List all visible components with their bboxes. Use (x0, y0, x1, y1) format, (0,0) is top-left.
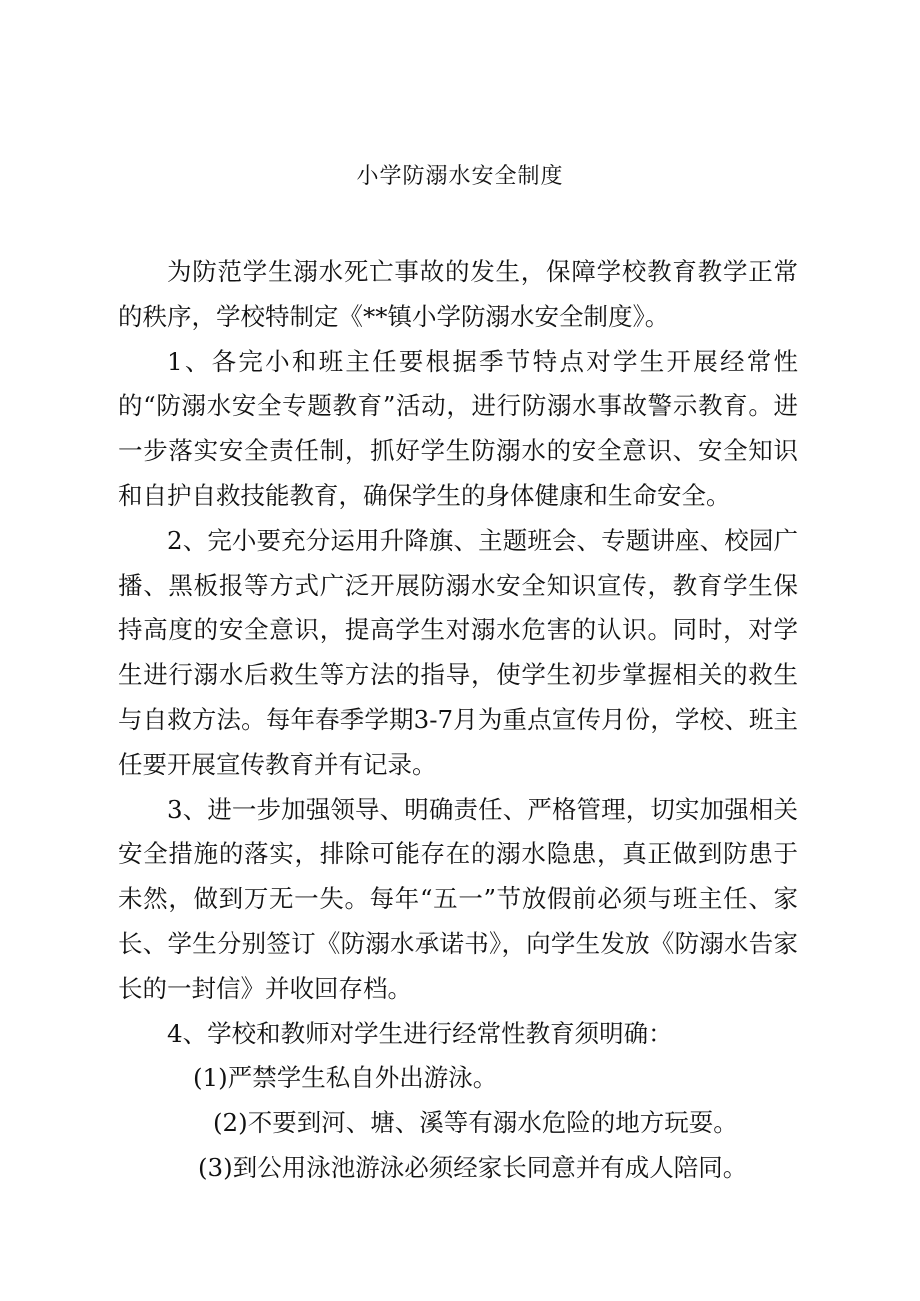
rule-4-paragraph: 4、学校和教师对学生进行经常性教育须明确： (167, 1018, 673, 1048)
document-title: 小学防溺水安全制度 (356, 164, 564, 189)
rule-4-item-2: (2)不要到河、塘、溪等有溺水危险的地方玩耍。 (213, 1108, 738, 1138)
intro-paragraph: 为防范学生溺水死亡事故的发生，保障学校教育教学正常的秩序，学校特制定《**镇小学防溺水安全制度》。 (118, 257, 798, 331)
rule-1-paragraph: 1、各完小和班主任要根据季节特点对学生开展经常性的“防溺水安全专题教育”活动，进行防溺水事故警示教育。进一步落实安全责任制，抓好学生防溺水的安全意识、安全知识和自护自救技能教育，确保学生的身体健康和生命安全。 (118, 346, 798, 510)
document-body (118, 250, 798, 1191)
rule-4-item-1: (1)严禁学生私自外出游泳。 (193, 1063, 498, 1093)
rule-4-item-3: (3)到公用泳池游泳必须经家长同意并有成人陪同。 (198, 1152, 748, 1182)
rule-2-paragraph: 2、完小要充分运用升降旗、主题班会、专题讲座、校园广播、黑板报等方式广泛开展防溺水安全知识宣传，教育学生保持高度的安全意识，提高学生对溺水危害的认识。同时，对学生进行溺水后救生等方法的指导，使学生初步掌握相关的救生与自救方法。每年春季学期3-7月为重点宣传月份，学校、班主任要开展宣传教育并有记录。 (118, 525, 798, 779)
rule-3-paragraph: 3、进一步加强领导、明确责任、严格管理，切实加强相关安全措施的落实，排除可能存在的溺水隐患，真正做到防患于未然，做到万无一失。每年“五一”节放假前必须与班主任、家长、学生分别签订《防溺水承诺书》，向学生发放《防溺水告家长的一封信》并收回存档。 (118, 794, 798, 1003)
